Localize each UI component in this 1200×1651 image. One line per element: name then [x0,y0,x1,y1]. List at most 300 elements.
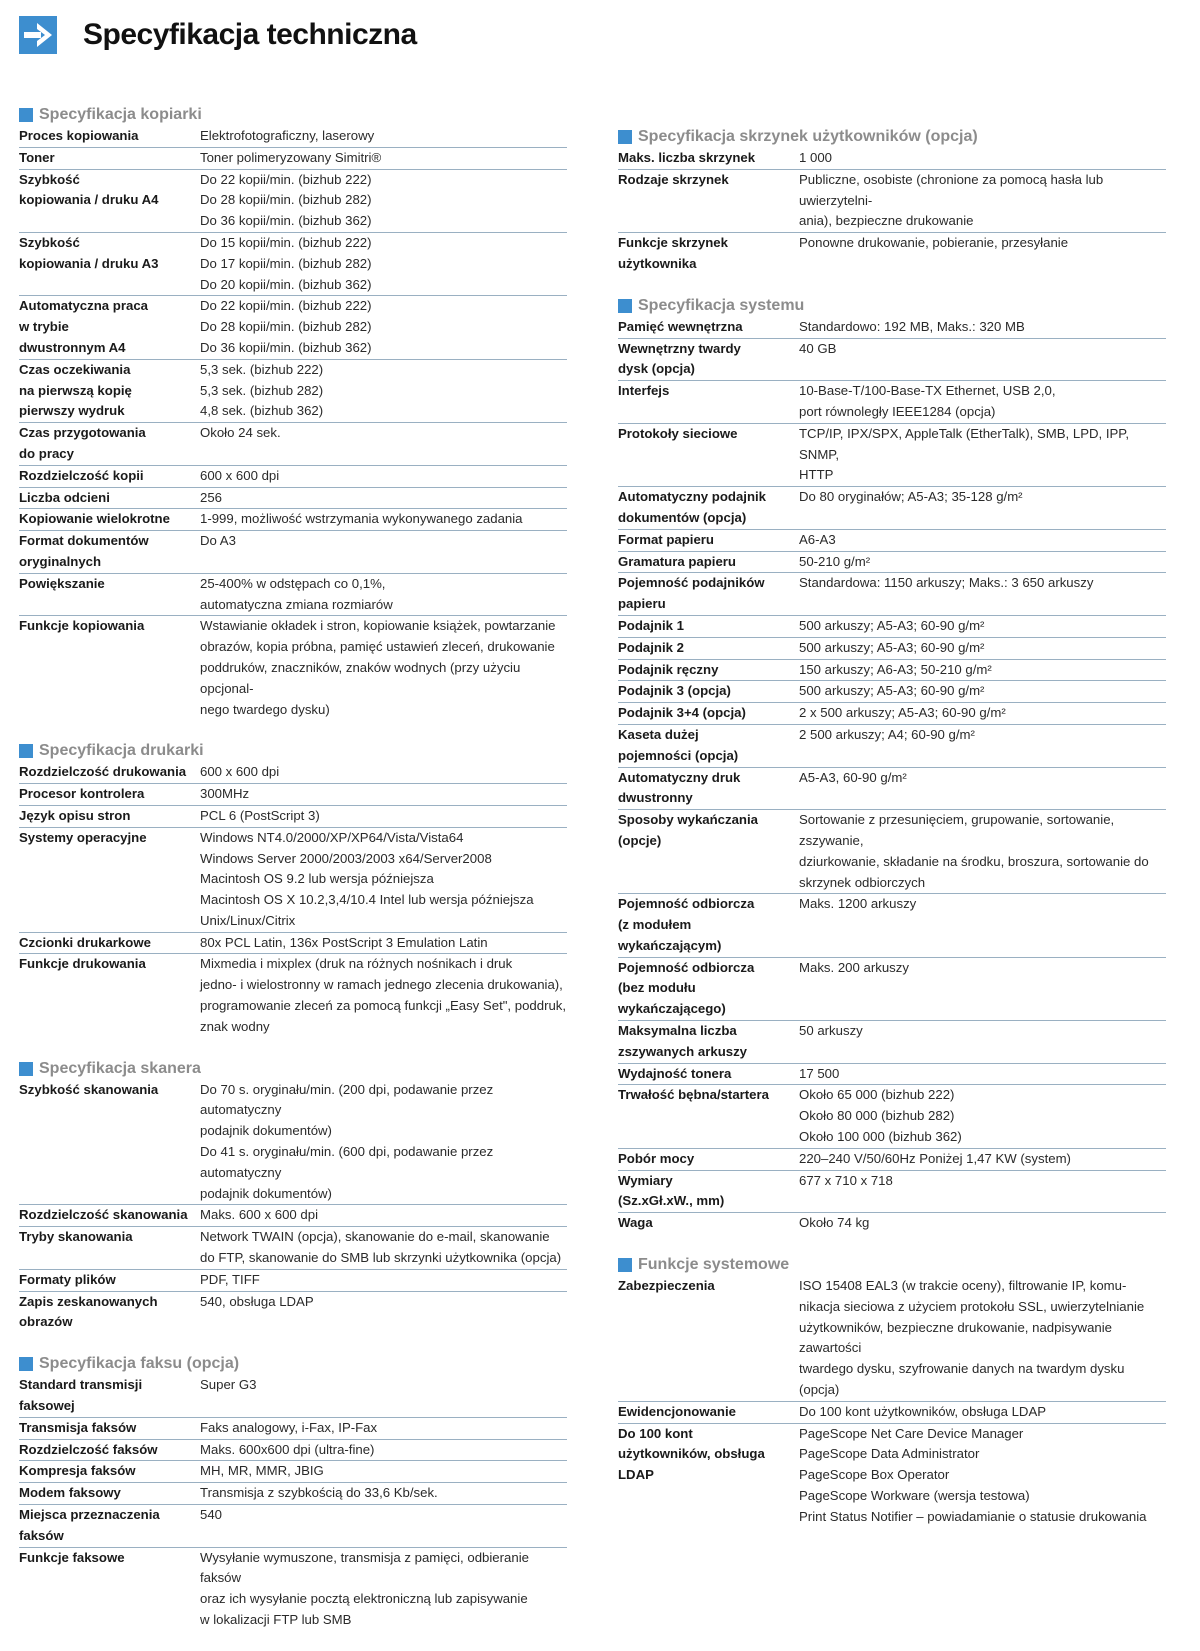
spec-label-line: Szybkość skanowania [19,1081,159,1097]
spec-label [618,810,799,893]
spec-label-line: pojemności (opcja) [618,747,739,763]
spec-value-line: Wysyłanie wymuszone, transmisja z pamięci, odbieranie faksów [200,1549,529,1586]
spec-label [618,381,799,423]
spec-label-line: Podajnik 1 [618,617,684,633]
spec-row [618,638,1166,660]
spec-label-line: użytkowników, obsługa [618,1446,765,1462]
spec-row [19,762,567,784]
spec-value [200,148,567,169]
spec-label-line: Sposoby wykańczania [618,812,758,828]
spec-value-line: Do 70 s. oryginału/min. (200 dpi, podawanie przez automatyczny [200,1081,494,1118]
spec-row [618,660,1166,682]
spec-row [618,1085,1166,1148]
spec-value-line: 5,3 sek. (bizhub 282) [200,382,324,398]
spec-row [19,1375,567,1418]
spec-row [618,1021,1166,1064]
spec-label-line: Wymiary [618,1172,673,1188]
spec-row [618,381,1166,424]
spec-value [799,681,1166,702]
spec-value [200,1461,567,1482]
spec-label-line: Język opisu stron [19,807,131,823]
spec-value-line: jedno- i wielostronny w ramach jednego zlecenia drukowania), [200,977,563,993]
spec-label-line: Maksymalna liczba [618,1023,737,1039]
spec-row [19,531,567,574]
right-column [618,126,1166,1548]
spec-label [19,784,200,805]
spec-row [618,1171,1166,1214]
spec-value [799,1171,1166,1213]
spec-label-line: Standard transmisji [19,1377,143,1393]
spec-value [799,894,1166,956]
spec-value-line: PageScope Net Care Device Manager [799,1425,1024,1441]
spec-value [799,1213,1166,1234]
spec-value-line: Do 36 kopii/min. (bizhub 362) [200,339,372,355]
spec-label-line: wykańczającym) [618,937,722,953]
spec-value-line: A5-A3, 60-90 g/m² [799,769,907,785]
spec-value [799,703,1166,724]
spec-label-line: Format dokumentów [19,533,149,549]
spec-label-line: Rodzaje skrzynek [618,171,729,187]
spec-value-line: Elektrofotograficzny, laserowy [200,128,375,143]
spec-value [799,1149,1166,1170]
spec-value [799,233,1166,275]
spec-value [200,233,567,295]
spec-row [618,1402,1166,1424]
section-specyfikacja-faksu-opcja [19,1353,567,1631]
spec-value-line: 17 500 [799,1065,840,1081]
section-specyfikacja-drukarki [19,740,567,1037]
spec-row [618,768,1166,811]
spec-value-line: Do 28 kopii/min. (bizhub 282) [200,192,372,208]
spec-row [618,703,1166,725]
spec-value [799,552,1166,573]
spec-value-line: 150 arkuszy; A6-A3; 50-210 g/m² [799,661,992,677]
spec-label [618,768,799,810]
spec-row [618,810,1166,894]
spec-label [19,1080,200,1205]
spec-value-line: oraz ich wysyłanie pocztą elektroniczną lub zapisywanie [200,1591,528,1607]
spec-value-line: Mixmedia i mixplex (druk na różnych nośnikach i druk [200,956,513,972]
spec-row [618,894,1166,957]
spec-value [200,1418,567,1439]
spec-label-line: Pojemność odbiorcza [618,959,755,975]
spec-label [19,233,200,295]
spec-label-line: Zabezpieczenia [618,1278,715,1294]
spec-label-line: Gramatura papieru [618,553,736,569]
spec-value-line: 1 000 [799,150,833,165]
spec-row [618,339,1166,382]
spec-label [19,806,200,827]
spec-label [19,933,200,954]
square-bullet-icon [19,1062,33,1076]
spec-value-line: Maks. 600x600 dpi (ultra-fine) [200,1441,375,1457]
spec-row [19,509,567,531]
spec-row [618,530,1166,552]
spec-label-line: Czas przygotowania [19,425,146,441]
spec-label-line: Funkcje faksowe [19,1549,125,1565]
spec-label-line: Maks. liczba skrzynek [618,150,756,165]
section-title-text: Specyfikacja skanera [39,1059,201,1077]
spec-row [19,488,567,510]
spec-row [19,616,567,720]
spec-label [19,954,200,1037]
spec-label-line: Procesor kontrolera [19,786,145,802]
spec-label-line: do pracy [19,445,74,461]
spec-value [200,1375,567,1417]
spec-label-line: Automatyczny podajnik [618,489,767,505]
spec-label [19,1375,200,1417]
spec-label-line: Systemy operacyjne [19,829,147,845]
spec-value-line: 5,3 sek. (bizhub 222) [200,361,324,377]
spec-label [618,317,799,338]
spec-row [618,1064,1166,1086]
spec-label-line: Podajnik ręczny [618,661,719,677]
spec-value-line: Macintosh OS 9.2 lub wersja późniejsza [200,871,434,887]
spec-label-line: Format papieru [618,531,714,547]
spec-row [618,573,1166,616]
spec-label [19,1270,200,1291]
spec-value [200,1292,567,1334]
spec-value-line: 25-400% w odstępach co 0,1%, [200,575,386,591]
spec-label [19,1461,200,1482]
spec-row [19,1080,567,1206]
spec-value [200,933,567,954]
spec-value [799,170,1166,232]
spec-label-line: w trybie [19,319,69,335]
square-bullet-icon [19,1357,33,1371]
page-header [19,14,417,56]
spec-row [19,1418,567,1440]
spec-label-line: Funkcje drukowania [19,956,146,972]
spec-value [200,1440,567,1461]
arrow-right-icon [19,16,57,54]
spec-value-line: Print Status Notifier – powiadamianie o statusie drukowania [799,1508,1147,1524]
spec-label [618,1424,799,1528]
spec-value-line: nego twardego dysku) [200,701,330,717]
spec-label [19,531,200,573]
spec-value-line: port równoległy IEEE1284 (opcja) [799,403,996,419]
spec-label-line: Pojemność odbiorcza [618,896,755,912]
spec-value-line: PageScope Workware (wersja testowa) [799,1488,1030,1504]
section-title-text: Specyfikacja skrzynek użytkowników (opcja) [638,128,978,145]
spec-value-line: programowanie zleceń za pomocą funkcji „Easy Set", poddruk, [200,998,567,1014]
spec-value-line: Do 17 kopii/min. (bizhub 282) [200,255,372,271]
spec-value-line: ania), bezpieczne drukowanie [799,213,974,229]
spec-value-line: 4,8 sek. (bizhub 362) [200,403,324,419]
spec-label [618,1149,799,1170]
spec-label-line: Rozdzielczość skanowania [19,1207,188,1223]
spec-row [19,954,567,1037]
spec-value [799,1276,1166,1401]
spec-label-line: Funkcje skrzynek [618,235,728,251]
spec-label [618,1213,799,1234]
spec-label-line: Podajnik 2 [618,639,684,655]
spec-row [19,148,567,170]
section-title-text: Specyfikacja kopiarki [39,106,202,123]
section-specyfikacja-skanera [19,1058,567,1334]
spec-label-line: Rozdzielczość drukowania [19,764,187,780]
spec-value [799,381,1166,423]
spec-value-line: Do 15 kopii/min. (bizhub 222) [200,234,372,250]
left-column [19,104,567,1651]
spec-value-line: 540, obsługa LDAP [200,1293,314,1309]
spec-label-line: Pojemność podajników [618,575,765,591]
spec-value-line: Standardowo: 192 MB, Maks.: 320 MB [799,318,1025,334]
spec-label-line: dwustronny [618,790,693,806]
spec-label-line: oryginalnych [19,553,102,569]
spec-value-line: PageScope Data Administrator [799,1446,980,1462]
square-bullet-icon [618,299,632,313]
spec-value-line: Do 28 kopii/min. (bizhub 282) [200,319,372,335]
spec-row [19,1292,567,1334]
spec-label [618,1064,799,1085]
spec-label-line: Modem faksowy [19,1485,121,1501]
spec-row [19,1270,567,1292]
spec-value [799,768,1166,810]
section-title-text: Specyfikacja systemu [638,296,805,314]
spec-label [19,1548,200,1631]
spec-label-line: faksowej [19,1398,75,1414]
spec-row [19,423,567,466]
spec-label [19,1227,200,1269]
square-bullet-icon [618,130,632,144]
spec-label [19,616,200,720]
spec-value [200,1505,567,1547]
spec-value-line: TCP/IP, IPX/SPX, AppleTalk (EtherTalk), SMB, LPD, IPP, SNMP, [799,425,1130,462]
spec-value-line: Do 100 kont użytkowników, obsługa LDAP [799,1403,1047,1419]
section-title [618,1254,1166,1276]
spec-label-line: Podajnik 3+4 (opcja) [618,705,746,721]
spec-value-line: 1-999, możliwość wstrzymania wykonywanego zadania [200,511,523,527]
spec-value-line: Publiczne, osobiste (chronione za pomocą hasła lub uwierzytelni- [799,171,1104,208]
spec-row [19,1548,567,1631]
spec-label [19,1505,200,1547]
spec-row [19,126,567,148]
spec-row [19,574,567,617]
spec-value-line: Super G3 [200,1377,257,1393]
spec-label [618,660,799,681]
spec-value [799,810,1166,893]
spec-value [799,958,1166,1020]
spec-label-line: Automatyczny druk [618,769,741,785]
spec-value [200,616,567,720]
spec-value-line: Do A3 [200,533,236,549]
spec-label [618,894,799,956]
spec-value-line: Windows Server 2000/2003/2003 x64/Server2008 [200,850,492,866]
spec-value [799,573,1166,615]
spec-value [200,488,567,509]
spec-value-line: 50 arkuszy [799,1023,863,1039]
spec-label-line: kopiowania / druku A4 [19,192,159,208]
spec-label [19,1418,200,1439]
spec-value-line: Do 22 kopii/min. (bizhub 222) [200,298,372,314]
spec-label-line: Interfejs [618,383,670,399]
spec-value [799,339,1166,381]
spec-value-line: HTTP [799,467,834,483]
spec-value-line: 540 [200,1507,223,1523]
spec-label-line: Pobór mocy [618,1150,695,1166]
spec-value [799,616,1166,637]
spec-row [618,552,1166,574]
spec-value-line: znak wodny [200,1018,270,1034]
spec-row [618,1424,1166,1528]
spec-label-line: Automatyczna praca [19,298,148,314]
spec-value-line: Toner polimeryzowany Simitri® [200,149,382,165]
spec-label [618,424,799,486]
spec-label [618,958,799,1020]
spec-value-line: 600 x 600 dpi [200,467,280,483]
spec-row [618,170,1166,233]
spec-value-line: PCL 6 (PostScript 3) [200,807,320,823]
spec-value [200,1270,567,1291]
spec-value-line: Do 80 oryginałów; A5-A3; 35-128 g/m² [799,489,1023,505]
section-title [19,740,567,762]
spec-label [618,1171,799,1213]
spec-label-line: pierwszy wydruk [19,403,125,419]
spec-label [618,530,799,551]
spec-value [200,806,567,827]
spec-value [799,487,1166,529]
spec-value-line: twardego dysku, szyfrowanie danych na twardym dysku (opcja) [799,1361,1125,1398]
spec-value [200,1483,567,1504]
spec-label-line: Do 100 kont [618,1425,693,1441]
spec-label-line: Pamięć wewnętrzna [618,318,743,334]
spec-label-line: Ewidencjonowanie [618,1403,736,1419]
spec-label [19,762,200,783]
spec-label-line: Wewnętrzny twardy [618,340,741,356]
spec-label [618,1021,799,1063]
spec-label-line: dysk (opcja) [618,361,695,377]
section-funkcje-systemowe [618,1254,1166,1528]
square-bullet-icon [618,1258,632,1272]
spec-row [618,1213,1166,1234]
spec-label [618,170,799,232]
spec-value-line: 300MHz [200,786,250,802]
spec-row [618,616,1166,638]
spec-label-line: Kopiowanie wielokrotne [19,511,170,527]
spec-value-line: 2 500 arkuszy; A4; 60-90 g/m² [799,726,975,742]
spec-label-line: faksów [19,1527,64,1543]
spec-value [200,1205,567,1226]
spec-label-line: obrazów [19,1314,73,1330]
spec-row [19,296,567,359]
spec-label-line: Transmisja faksów [19,1419,137,1435]
spec-value-line: Ponowne drukowanie, pobieranie, przesyłanie [799,235,1069,251]
spec-value [799,317,1166,338]
spec-row [618,487,1166,530]
spec-value-line: Unix/Linux/Citrix [200,912,296,928]
spec-value-line: poddruków, znaczników, znaków wodnych (przy użyciu opcjonal- [200,659,521,696]
spec-value-line: 80x PCL Latin, 136x PostScript 3 Emulation Latin [200,934,488,950]
spec-value-line: Maks. 200 arkuszy [799,959,909,975]
spec-label [19,170,200,232]
spec-value [200,126,567,147]
spec-label [618,703,799,724]
spec-value [799,148,1166,169]
spec-label [618,573,799,615]
spec-value-line: PageScope Box Operator [799,1467,950,1483]
spec-label-line: Kaseta dużej [618,726,699,742]
spec-value-line: A6-A3 [799,531,836,547]
spec-value-line: Maks. 1200 arkuszy [799,896,917,912]
spec-row [19,784,567,806]
spec-label-line: Podajnik 3 (opcja) [618,683,731,699]
spec-row [618,148,1166,170]
spec-value [799,638,1166,659]
spec-label-line: Proces kopiowania [19,128,139,143]
spec-value [200,296,567,358]
spec-value-line: Sortowanie z przesunięciem, grupowanie, sortowanie, zszywanie, [799,812,1115,848]
spec-value [200,466,567,487]
spec-label-line: dwustronnym A4 [19,339,126,355]
spec-value-line: Około 65 000 (bizhub 222) [799,1087,955,1103]
spec-row [19,1505,567,1548]
spec-value-line: 2 x 500 arkuszy; A5-A3; 60-90 g/m² [799,705,1006,721]
spec-label-line: (Sz.xGł.xW., mm) [618,1193,725,1209]
spec-value-line: 256 [200,489,223,505]
spec-value [200,784,567,805]
spec-label-line: Formaty plików [19,1271,116,1287]
square-bullet-icon [19,744,33,758]
spec-label [19,466,200,487]
spec-value [200,170,567,232]
spec-label [19,509,200,530]
spec-label [618,339,799,381]
spec-row [19,170,567,233]
spec-label-line: LDAP [618,1467,654,1483]
spec-value-line: 500 arkuszy; A5-A3; 60-90 g/m² [799,617,985,633]
spec-row [618,317,1166,339]
spec-label-line: Protokoły sieciowe [618,425,738,441]
spec-label [618,1085,799,1147]
spec-label-line: Zapis zeskanowanych [19,1293,158,1309]
spec-value-line: Windows NT4.0/2000/XP/XP64/Vista/Vista64 [200,829,464,845]
spec-label-line: Trwałość bębna/startera [618,1087,769,1103]
spec-value-line: podajnik dokumentów) [200,1185,332,1201]
section-title [618,295,1166,317]
spec-label [19,828,200,932]
spec-value [200,1227,567,1269]
spec-label-line: Toner [19,149,55,165]
spec-label-line: Szybkość [19,234,80,250]
section-specyfikacja-kopiarki [19,104,567,720]
spec-value [200,828,567,932]
spec-value [799,530,1166,551]
spec-value-line: 500 arkuszy; A5-A3; 60-90 g/m² [799,683,985,699]
spec-value-line: Około 74 kg [799,1215,870,1231]
spec-value-line: Około 80 000 (bizhub 282) [799,1108,955,1124]
spec-value-line: PDF, TIFF [200,1271,260,1287]
spec-value [799,725,1166,767]
spec-label [618,148,799,169]
spec-label-line: Powiększanie [19,575,105,591]
spec-label-line: Czas oczekiwania [19,361,131,377]
section-title-text: Funkcje systemowe [638,1256,790,1274]
spec-value-line: skrzynek odbiorczych [799,874,926,890]
spec-label [19,423,200,465]
spec-label [19,360,200,422]
spec-label-line: Waga [618,1215,653,1231]
spec-value-line: 677 x 710 x 718 [799,1172,893,1188]
spec-value [200,423,567,465]
spec-label [618,552,799,573]
spec-label [618,1402,799,1423]
spec-value [200,531,567,573]
square-bullet-icon [19,108,33,122]
spec-label [618,233,799,275]
spec-label-line: Szybkość [19,171,80,187]
spec-value-line: Network TWAIN (opcja), skanowanie do e-mail, skanowanie [200,1229,550,1245]
